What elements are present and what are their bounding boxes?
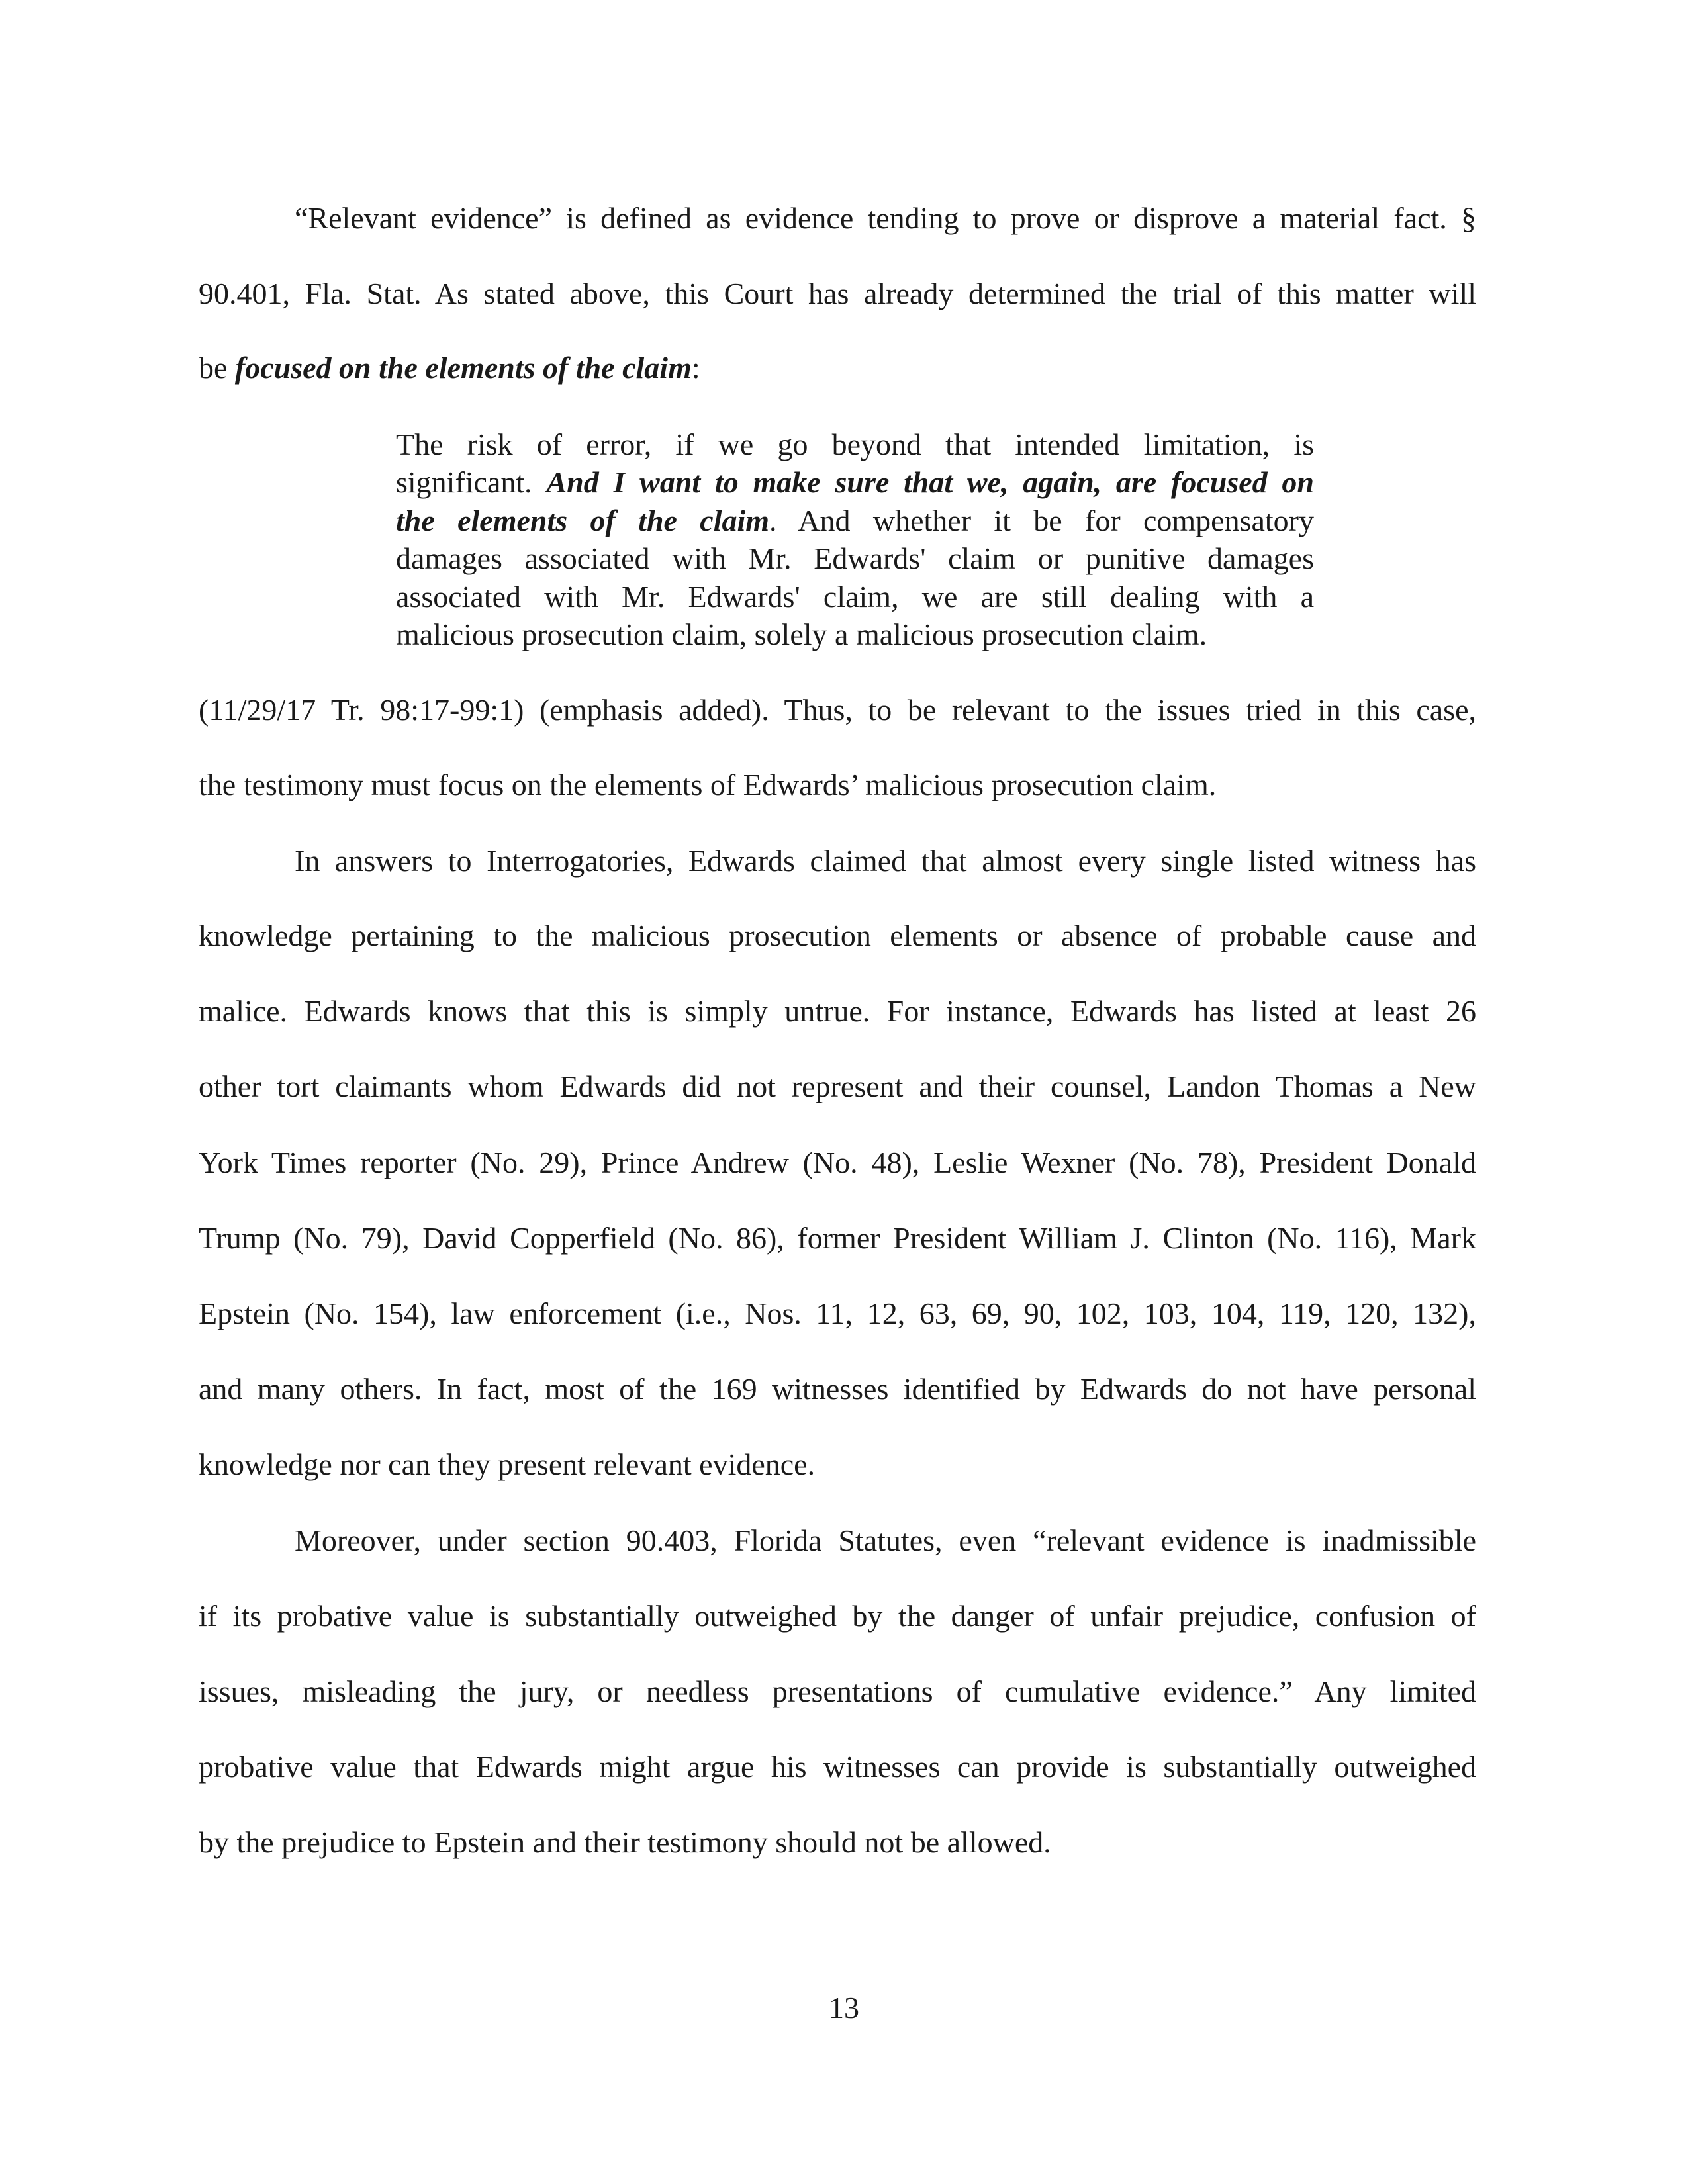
paragraph-4-line-3: issues, misleading the jury, or needless presentations of cumulative evidence.” Any limited [199,1674,1476,1708]
block-quote-line-1: The risk of error, if we go beyond that intended limitation, is [396,428,1314,461]
paragraph-3-line-3: malice. Edwards knows that this is simply untrue. For instance, Edwards has listed at least 26 [199,994,1476,1028]
paragraph-1-line-3-colon: : [691,351,700,385]
block-quote-emphasis-end: the elements of the claim [396,504,770,537]
block-quote-line-4: damages associated with Mr. Edwards' claim or punitive damages [396,541,1314,575]
emphasis-text: focused on the elements of the claim [234,351,692,385]
paragraph-3-line-8: and many others. In fact, most of the 169 witnesses identified by Edwards do not have personal [199,1372,1476,1406]
paragraph-4-line-5: by the prejudice to Epstein and their testimony should not be allowed. [199,1825,1051,1859]
block-quote-emphasis: And I want to make sure that we, again, are focused on [546,465,1314,499]
paragraph-4-line-4: probative value that Edwards might argue his witnesses can provide is substantially outweighed [199,1750,1476,1784]
page-number: 13 [829,1991,859,2025]
block-quote-line-3 [396,502,1314,540]
paragraph-3-line-7: Epstein (No. 154), law enforcement (i.e., Nos. 11, 12, 63, 69, 90, 102, 103, 104, 119, 120, 132), [199,1297,1476,1330]
paragraph-4-line-1: Moreover, under section 90.403, Florida Statutes, even “relevant evidence is inadmissible [295,1524,1476,1557]
block-quote-line-6: malicious prosecution claim, solely a malicious prosecution claim. [396,617,1207,651]
block-quote-line-2 [396,463,1314,502]
paragraph-4-line-2: if its probative value is substantially outweighed by the danger of unfair prejudice, confusion of [199,1599,1476,1633]
paragraph-3-line-9: knowledge nor can they present relevant evidence. [199,1447,816,1481]
paragraph-1-line-3-text: be [199,351,235,385]
paragraph-1-line-3 [199,349,1476,387]
paragraph-1-line-2: 90.401, Fla. Stat. As stated above, this Court has already determined the trial of this matter will [199,277,1476,310]
paragraph-3-line-4: other tort claimants whom Edwards did not represent and their counsel, Landon Thomas a New [199,1069,1476,1103]
paragraph-2-line-2: the testimony must focus on the elements of Edwards’ malicious prosecution claim. [199,768,1217,801]
block-quote-line-5: associated with Mr. Edwards' claim, we are still dealing with a [396,580,1314,614]
paragraph-3-line-6: Trump (No. 79), David Copperfield (No. 86), former President William J. Clinton (No. 116), Mark [199,1221,1476,1255]
block-quote-line-3-text: . And whether it be for compensatory [769,504,1315,537]
paragraph-3-line-5: York Times reporter (No. 29), Prince Andrew (No. 48), Leslie Wexner (No. 78), President Donald [199,1146,1476,1179]
paragraph-1-line-1: “Relevant evidence” is defined as evidence tending to prove or disprove a material fact. § [295,201,1476,235]
paragraph-3-line-1: In answers to Interrogatories, Edwards claimed that almost every single listed witness has [295,844,1476,878]
block-quote-line-2-text: significant. [396,465,547,499]
paragraph-2-line-1: (11/29/17 Tr. 98:17-99:1) (emphasis added). Thus, to be relevant to the issues tried in this case, [199,693,1476,727]
paragraph-3-line-2: knowledge pertaining to the malicious prosecution elements or absence of probable cause and [199,919,1476,952]
